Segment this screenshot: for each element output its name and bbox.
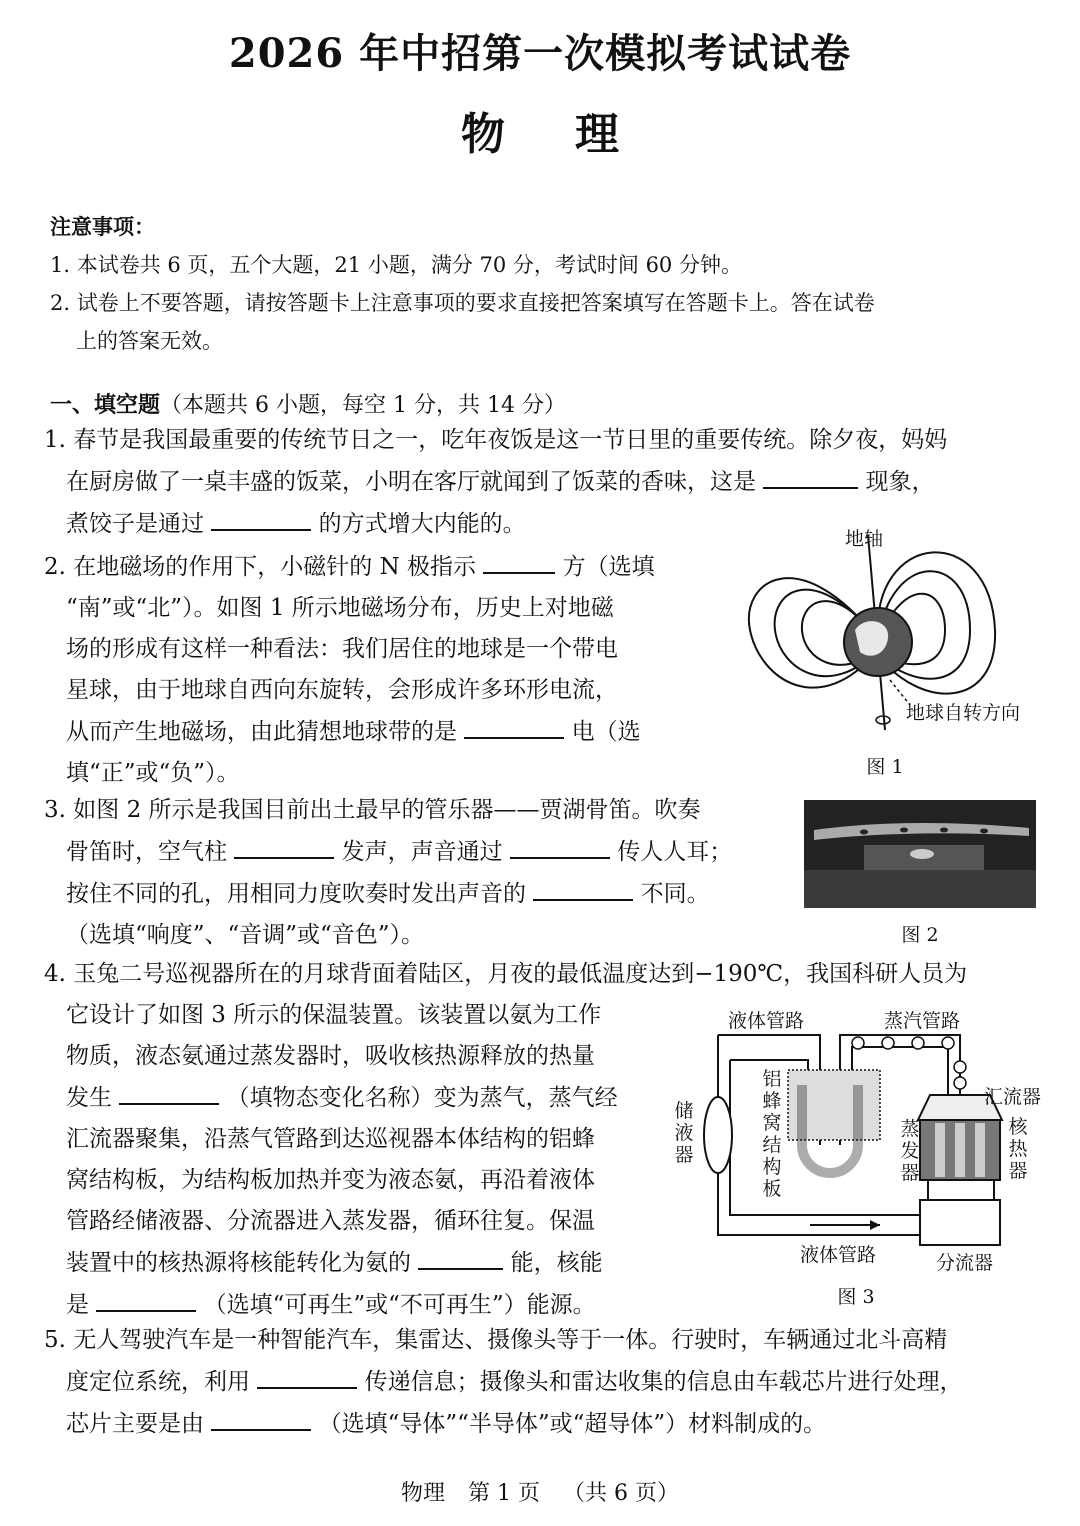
q3-line-1: 3. 如图 2 所示是我国目前出土最早的管乐器——贾湖骨笛。吹奏 [44,797,701,823]
fig3-collector-label: 汇流器 [984,1086,1042,1108]
subject-title: 物理 [461,109,689,160]
question-5 [44,1320,1044,1445]
fig3-nuclear-label: 核热器 [1008,1116,1028,1182]
notes-heading: 注意事项： [50,214,155,239]
exam-title: 2026 年中招第一次模拟考试试卷 [228,30,852,77]
answer-blank [510,831,610,859]
answer-blank [257,1361,357,1389]
q5-line-2: 度定位系统，利用 传递信息；摄像头和雷达收集的信息由车载芯片进行处理， [44,1361,1044,1403]
q3-line-4: （选填“响度”、“音调”或“音色”）。 [66,922,425,948]
figure-3-insulation-device [690,1025,1040,1250]
question-2 [44,546,704,794]
q4-line-5: 汇流器聚集，沿蒸气管路到达巡视器本体结构的铝蜂 [66,1126,595,1152]
answer-blank [96,1284,196,1312]
reservoir-shape [704,1097,732,1173]
section-desc: （本题共 6 小题，每空 1 分，共 14 分） [160,393,566,418]
q3-line-3: 按住不同的孔，用相同力度吹奏时发出声音的 不同。 [44,873,814,915]
fig3-honeycomb-label: 铝蜂窝结构板 [762,1068,782,1200]
question-4 [44,995,684,1326]
fig3-caption: 图 3 [837,1286,875,1308]
q2-line-2: “南”或“北”）。如图 1 所示地磁场分布，历史上对地磁 [66,595,614,621]
notes-block [50,208,1040,360]
section-title: 一、填空题 [50,392,161,418]
splitter-shape [920,1200,1000,1245]
q1-line-1: 1. 春节是我国最重要的传统节日之一，吃年夜饭是这一节日里的重要传统。除夕夜，妈妈 [44,427,948,453]
q1-line-3: 煮饺子是通过 的方式增大内能的。 [44,503,1044,545]
fig3-liquid-pipe-bottom-label: 液体管路 [800,1244,877,1266]
section-heading [50,388,566,419]
q1-line-2: 在厨房做了一桌丰盛的饭菜，小明在客厅就闻到了饭菜的香味，这是 现象， [44,461,1044,503]
page-footer [0,1476,1080,1507]
footer-total: （共 6 页） [563,1481,679,1506]
note-item-1: 1. 本试卷共 6 页，五个大题，21 小题，满分 70 分，考试时间 60 分钟。 [50,253,742,277]
q5-line-3: 芯片主要是由 （选填“导体”“半导体”或“超导体”）材料制成的。 [44,1403,1044,1445]
answer-blank [418,1242,503,1270]
fig3-reservoir-label: 储液器 [674,1100,694,1166]
fig3-splitter-label: 分流器 [936,1252,994,1274]
footer-page: 第 1 页 [468,1481,540,1506]
q4-line-8: 装置中的核热源将核能转化为氨的 能，核能 [44,1242,684,1284]
answer-blank [211,503,311,531]
q5-line-1: 5. 无人驾驶汽车是一种智能汽车，集雷达、摄像头等于一体。行驶时，车辆通过北斗高精 [44,1327,948,1353]
q2-line-6: 填“正”或“负”）。 [66,760,240,786]
figure-2-bone-flute [804,800,1036,908]
fig1-caption: 图 1 [866,756,904,778]
question-4-line-1 [44,954,1044,995]
answer-blank [234,831,334,859]
answer-blank [464,711,564,739]
q4-line-2: 它设计了如图 3 所示的保温装置。该装置以氨为工作 [66,1002,602,1028]
answer-blank [533,873,633,901]
note-item-2: 2. 试卷上不要答题，请按答题卡上注意事项的要求直接把答案填写在答题卡上。答在试卷 [50,291,875,315]
fig3-liquid-pipe-top-label: 液体管路 [728,1010,805,1032]
q2-line-5: 从而产生地磁场，由此猜想地球带的是 电（选 [44,711,704,753]
q4-line-3: 物质，液态氨通过蒸发器时，吸收核热源释放的热量 [66,1043,595,1069]
q2-line-4: 星球，由于地球自西向东旋转，会形成许多环形电流， [66,677,618,703]
fig1-axis-label: 地轴 [845,528,884,550]
fig2-caption: 图 2 [901,924,939,946]
answer-blank [763,461,858,489]
answer-blank [211,1403,311,1431]
q4-line-7: 管路经储液器、分流器进入蒸发器，循环往复。保温 [66,1208,595,1234]
q4-line-1: 4. 玉兔二号巡视器所在的月球背面着陆区，月夜的最低温度达到−190℃，我国科研人员为 [44,961,968,987]
q2-line-1: 2. 在地磁场的作用下，小磁针的 N 极指示 方（选填 [44,546,704,588]
q4-line-9: 是 （选填“可再生”或“不可再生”）能源。 [44,1284,684,1326]
q2-line-3: 场的形成有这样一种看法：我们居住的地球是一个带电 [66,636,618,662]
fig1-rotation-label: 地球自转方向 [906,702,1021,724]
q4-line-6: 窝结构板，为结构板加热并变为液态氨，再沿着液体 [66,1167,595,1193]
answer-blank [483,546,555,574]
answer-blank [119,1077,219,1105]
fig3-vapor-pipe-label: 蒸汽管路 [884,1010,961,1032]
fig3-evaporator-label: 蒸发器 [900,1118,920,1184]
note-item-2-cont: 上的答案无效。 [76,329,223,353]
question-3 [44,790,814,956]
footer-subject: 物理 [401,1481,446,1506]
q3-line-2: 骨笛时，空气柱 发声，声音通过 传人人耳； [44,831,814,873]
q4-line-4: 发生 （填物态变化名称）变为蒸气，蒸气经 [44,1077,684,1119]
